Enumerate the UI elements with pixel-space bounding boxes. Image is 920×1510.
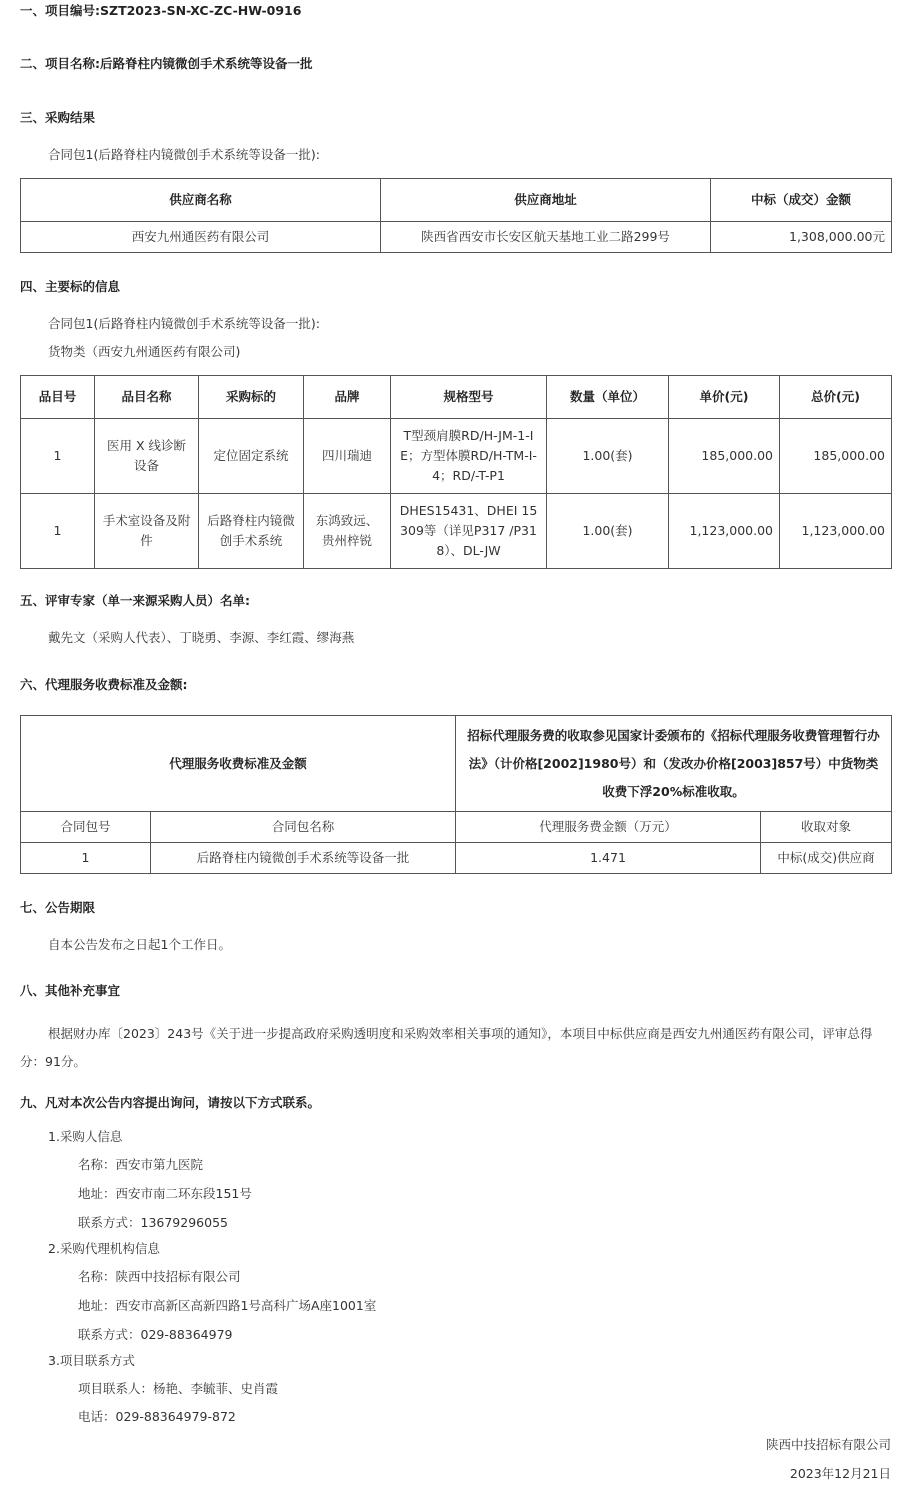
project-contact-phone: 电话：029-88364979-872 (78, 1409, 236, 1424)
results-header-amount: 中标（成交）金额 (711, 179, 892, 222)
items-cell-unit: 185,000.00 (669, 419, 780, 494)
section-title-other: 八、其他补充事宜 (20, 983, 121, 998)
fee-cell-no: 1 (21, 843, 151, 874)
results-header-name: 供应商名称 (21, 179, 381, 222)
fee-standard-text: 招标代理服务费的收取参见国家计委颁布的《招标代理服务收费管理暂行办法》（计价格[2002]1980号）和（发改办价格[2003]857号）中货物类收费下浮20%标准收取。 (456, 716, 892, 812)
fee-standard-label: 代理服务收费标准及金额 (21, 716, 456, 812)
agency-contact: 联系方式：029-88364979 (78, 1327, 233, 1342)
items-header-target: 采购标的 (199, 376, 304, 419)
items-cell-brand: 东鸿致远、贵州梓锐 (304, 494, 391, 569)
project-number (20, 3, 301, 18)
results-cell-name: 西安九州通医药有限公司 (21, 222, 381, 253)
project-contact-heading: 3.项目联系方式 (48, 1353, 135, 1368)
items-header-qty: 数量（单位） (547, 376, 669, 419)
experts-names: 戴先文（采购人代表）、丁晓勇、李源、李红霞、缪海燕 (48, 630, 355, 645)
purchaser-contact: 联系方式：13679296055 (78, 1215, 228, 1230)
project-name-label: 二、项目名称: (20, 56, 100, 71)
items-cell-item: 医用 X 线诊断设备 (95, 419, 199, 494)
items-cell-brand: 四川瑞迪 (304, 419, 391, 494)
results-package: 合同包1(后路脊柱内镜微创手术系统等设备一批): (48, 147, 320, 162)
fee-cell-name: 后路脊柱内镜微创手术系统等设备一批 (151, 843, 456, 874)
items-cell-spec: T型颈肩膜RD/H-JM-1-IE；方型体膜RD/H-TM-I-4；RD/-T-P1 (391, 419, 547, 494)
items-header-item: 品目名称 (95, 376, 199, 419)
section-title-contact: 九、凡对本次公告内容提出询问，请按以下方式联系。 (20, 1095, 321, 1110)
results-cell-address: 陕西省西安市长安区航天基地工业二路299号 (381, 222, 711, 253)
items-header-unit: 单价(元) (669, 376, 780, 419)
period-text: 自本公告发布之日起1个工作日。 (48, 937, 231, 952)
items-cell-qty: 1.00(套) (547, 419, 669, 494)
fee-cell-payer: 中标(成交)供应商 (761, 843, 892, 874)
fee-header-no: 合同包号 (21, 812, 151, 843)
items-cell-no: 1 (21, 494, 95, 569)
items-table (20, 375, 892, 569)
project-name (20, 56, 313, 71)
items-cell-qty: 1.00(套) (547, 494, 669, 569)
project-name-value: 后路脊柱内镜微创手术系统等设备一批 (100, 56, 313, 71)
project-contact-people: 项目联系人：杨艳、李毓菲、史肖霞 (78, 1381, 279, 1396)
table-row (21, 419, 892, 494)
agency-address: 地址：西安市高新区高新四路1号高科广场A座1001室 (78, 1298, 377, 1313)
fee-header-name: 合同包名称 (151, 812, 456, 843)
agency-fee-table (20, 715, 892, 874)
items-category: 货物类（西安九州通医药有限公司) (48, 344, 241, 359)
agency-name: 名称：陕西中技招标有限公司 (78, 1269, 241, 1284)
purchaser-address: 地址：西安市南二环东段151号 (78, 1186, 252, 1201)
purchaser-heading: 1.采购人信息 (48, 1129, 123, 1144)
project-number-label: 一、项目编号: (20, 3, 100, 18)
items-cell-spec: DHES15431、DHEI 15309等（详见P317 /P318）、DL-JW (391, 494, 547, 569)
table-row (21, 494, 892, 569)
items-package: 合同包1(后路脊柱内镜微创手术系统等设备一批): (48, 316, 320, 331)
results-header-address: 供应商地址 (381, 179, 711, 222)
section-title-items: 四、主要标的信息 (20, 279, 121, 294)
table-row (21, 843, 892, 874)
results-cell-amount: 1,308,000.00元 (711, 222, 892, 253)
project-number-value: SZT2023-SN-XC-ZC-HW-0916 (100, 3, 302, 18)
purchaser-name: 名称：西安市第九医院 (78, 1157, 204, 1172)
items-cell-target: 定位固定系统 (199, 419, 304, 494)
items-cell-total: 185,000.00 (780, 419, 892, 494)
fee-header-payer: 收取对象 (761, 812, 892, 843)
other-text: 根据财办库〔2023〕243号《关于进一步提高政府采购透明度和采购效率相关事项的通知》，本项目中标供应商是西安九州通医药有限公司，评审总得分：91分。 (20, 1026, 873, 1069)
items-header-spec: 规格型号 (391, 376, 547, 419)
items-header-brand: 品牌 (304, 376, 391, 419)
fee-cell-amount: 1.471 (456, 843, 761, 874)
agency-heading: 2.采购代理机构信息 (48, 1241, 160, 1256)
results-table (20, 178, 892, 253)
section-title-results: 三、采购结果 (20, 110, 96, 125)
items-cell-target: 后路脊柱内镜微创手术系统 (199, 494, 304, 569)
section-title-experts: 五、评审专家（单一来源采购人员）名单: (20, 593, 250, 608)
items-cell-item: 手术室设备及附件 (95, 494, 199, 569)
items-cell-unit: 1,123,000.00 (669, 494, 780, 569)
items-cell-total: 1,123,000.00 (780, 494, 892, 569)
footer-date: 2023年12月21日 (789, 1466, 891, 1481)
items-header-total: 总价(元) (780, 376, 892, 419)
section-title-agency-fee: 六、代理服务收费标准及金额: (20, 677, 188, 692)
items-header-no: 品目号 (21, 376, 95, 419)
footer-org: 陕西中技招标有限公司 (765, 1437, 891, 1452)
fee-header-amount: 代理服务费金额（万元） (456, 812, 761, 843)
section-title-period: 七、公告期限 (20, 900, 96, 915)
items-cell-no: 1 (21, 419, 95, 494)
